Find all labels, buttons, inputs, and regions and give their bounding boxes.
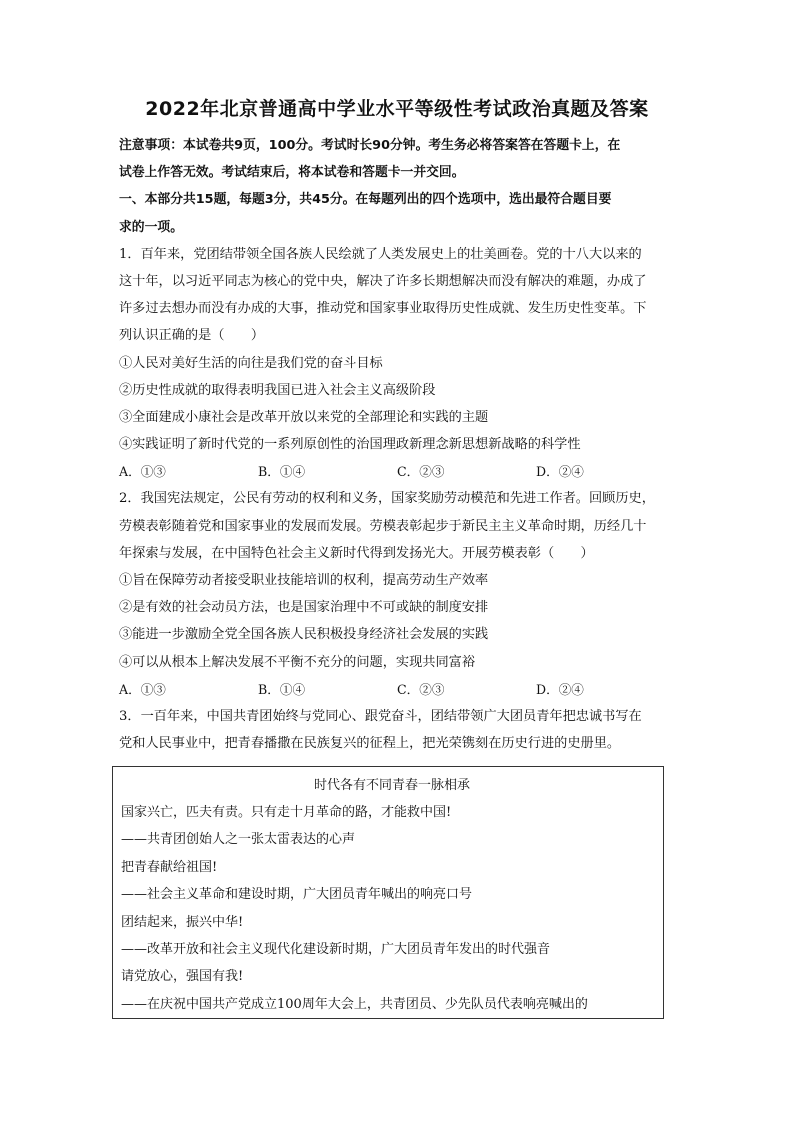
statement-item: ①旨在保障劳动者接受职业技能培训的权利，提高劳动生产效率 xyxy=(119,573,489,588)
answer-options xyxy=(119,676,675,703)
question-3 xyxy=(119,703,675,757)
question-stem: 劳模表彰随着党和国家事业的发展而发展。劳模表彰起步于新民主主义革命时期，历经几十 xyxy=(119,518,647,534)
question-stem: 1．百年来，党团结带领全国各族人民绘就了人类发展史上的壮美画卷。党的十八大以来的 xyxy=(119,246,642,262)
question-1 xyxy=(119,241,675,486)
statement-item: ②历史性成就的取得表明我国已进入社会主义高级阶段 xyxy=(119,382,436,398)
notice-line: 试卷上作答无效。考试结束后，将本试卷和答题卡一并交回。 xyxy=(119,165,465,181)
quote-attribution: ——改革开放和社会主义现代化建设新时期，广大团员青年发出的时代强音 xyxy=(121,941,551,957)
statement-item: ②是有效的社会动员方法，也是国家治理中不可或缺的制度安排 xyxy=(119,600,489,616)
page-title: 2022年北京普通高中学业水平等级性考试政治真题及答案 xyxy=(145,98,649,120)
option-d: D．②④ xyxy=(536,681,584,697)
quote-line: 国家兴亡，匹夫有责。只有走十月革命的路，才能救中国! xyxy=(121,805,452,820)
exam-content xyxy=(119,132,675,757)
option-b: B．①④ xyxy=(258,464,306,480)
question-stem: 党和人民事业中，把青春播撒在民族复兴的征程上，把光荣镌刻在历史行进的史册里。 xyxy=(119,736,621,752)
option-a: A．①③ xyxy=(119,464,166,480)
question-stem: 3．一百年来，中国共青团始终与党同心、跟党奋斗，团结带领广大团员青年把忠诚书写在 xyxy=(119,708,642,724)
question-stem: 年探索与发展，在中国特色社会主义新时代得到发扬光大。开展劳模表彰（ ） xyxy=(119,545,594,561)
quote-attribution: ——在庆祝中国共产党成立100周年大会上，共青团员、少先队员代表响亮喊出的 xyxy=(121,996,588,1012)
question-stem: 许多过去想办而没有办成的大事，推动党和国家事业取得历史性成就、发生历史性变革。下 xyxy=(119,301,647,317)
option-c: C．②③ xyxy=(397,681,445,697)
question-2 xyxy=(119,485,675,703)
option-b: B．①④ xyxy=(258,681,306,697)
statement-item: ①人民对美好生活的向往是我们党的奋斗目标 xyxy=(119,355,383,371)
option-d: D．②④ xyxy=(536,464,584,480)
answer-options xyxy=(119,458,675,485)
notice-line: 注意事项：本试卷共9页，100分。考试时长90分钟。考生务必将答案答在答题卡上，在 xyxy=(119,138,621,153)
quote-attribution: ——社会主义革命和建设时期，广大团员青年喊出的响亮口号 xyxy=(121,887,473,903)
question-stem: 这十年，以习近平同志为核心的党中央，解决了许多长期想解决而没有解决的难题，办成了 xyxy=(119,273,647,289)
statement-item: ④可以从根本上解决发展不平衡不充分的问题，实现共同富裕 xyxy=(119,654,476,670)
statement-item: ③能进一步激励全党全国各族人民积极投身经济社会发展的实践 xyxy=(119,627,489,643)
statement-item: ③全面建成小康社会是改革开放以来党的全部理论和实践的主题 xyxy=(119,409,489,425)
section-heading: 一、本部分共15题，每题3分，共45分。在每题列出的四个选项中，选出最符合题目要 xyxy=(119,192,612,208)
option-a: A．①③ xyxy=(119,681,166,697)
quote-attribution: ——共青团创始人之一张太雷表达的心声 xyxy=(121,832,356,848)
question-stem: 2．我国宪法规定，公民有劳动的权利和义务，国家奖励劳动模范和先进工作者。回顾历史， xyxy=(119,491,655,507)
section-heading: 求的一项。 xyxy=(119,219,183,235)
question-stem: 列认识正确的是（ ） xyxy=(119,328,265,344)
quote-box xyxy=(112,766,664,1019)
quote-line: 把青春献给祖国! xyxy=(121,859,218,875)
statement-item: ④实践证明了新时代党的一系列原创性的治国理政新理念新思想新战略的科学性 xyxy=(119,437,581,453)
quote-line: 团结起来，振兴中华! xyxy=(121,914,244,930)
quote-box-title: 时代各有不同青春一脉相承 xyxy=(313,778,470,793)
quote-line: 请党放心，强国有我! xyxy=(121,969,244,985)
option-c: C．②③ xyxy=(397,464,445,480)
